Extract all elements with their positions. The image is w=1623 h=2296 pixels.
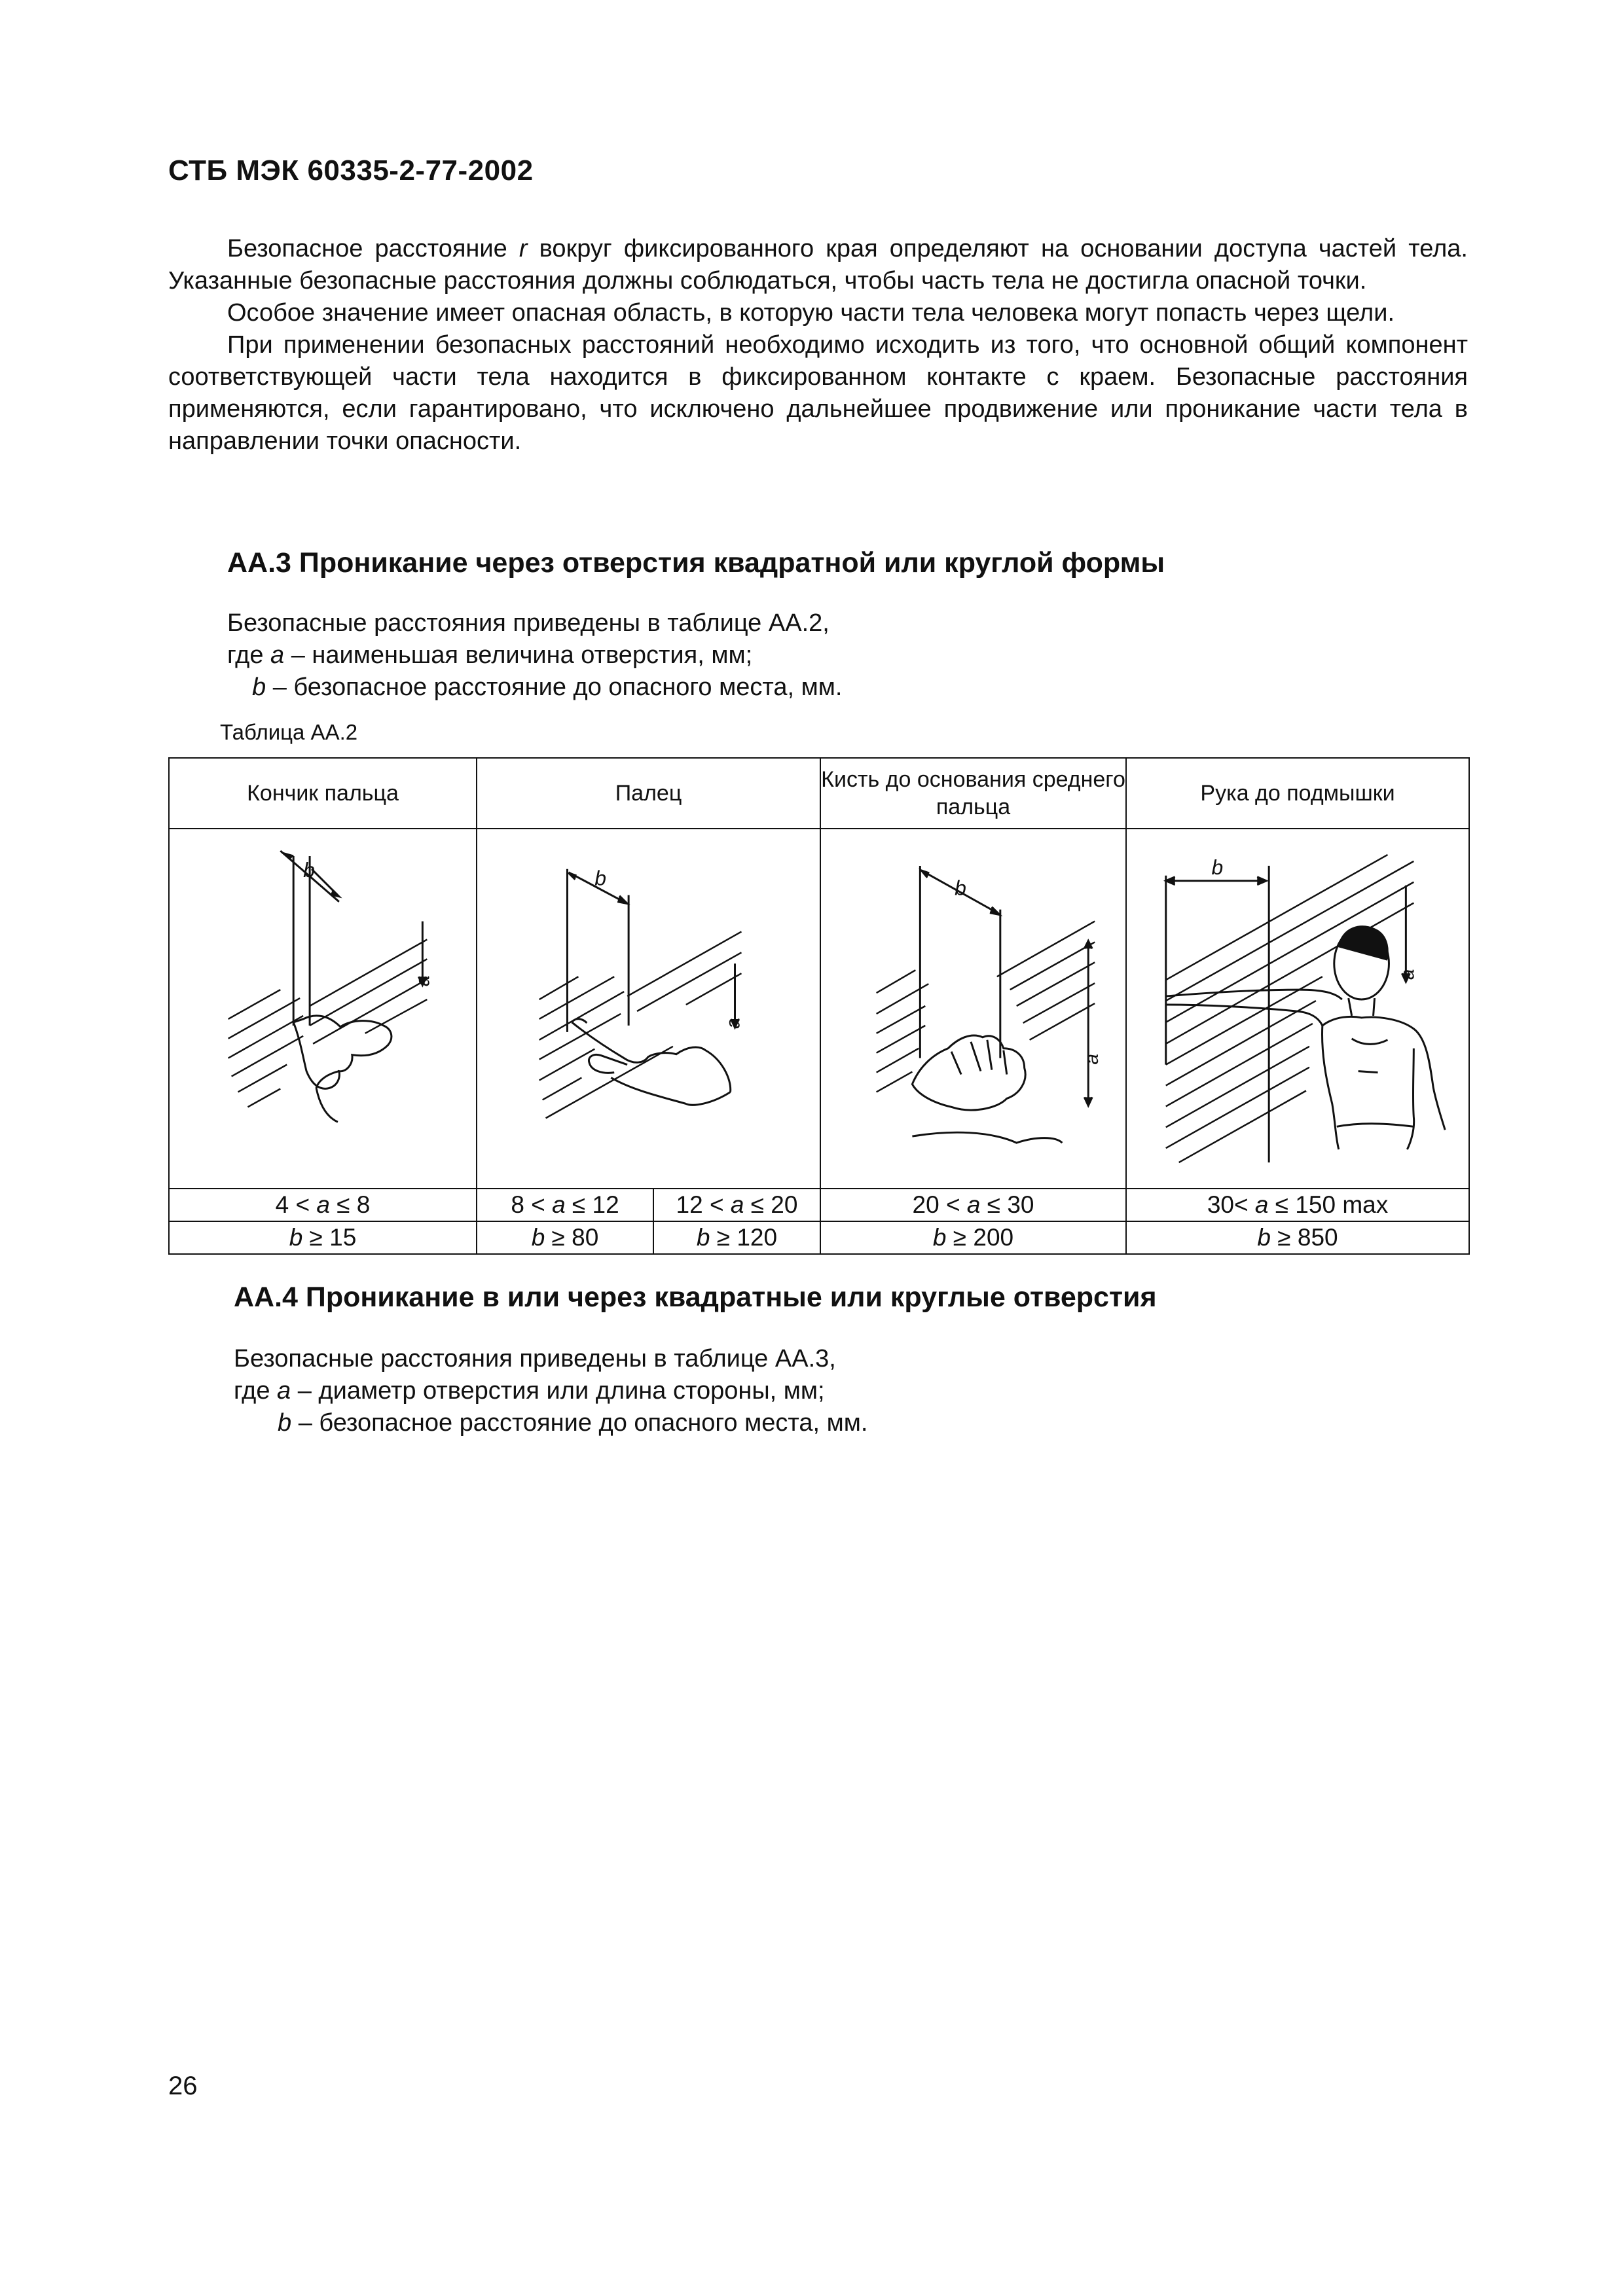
header-finger: Палец — [477, 758, 820, 829]
table-header-row — [169, 758, 1469, 829]
distance-cell-3: b ≥ 120 — [653, 1221, 820, 1254]
paragraph-3: При применении безопасных расстояний необходимо исходить из того, что основной общий компонент соответствующей части тела находится в фиксированном контакте с краем. Безопасные расстояния применяются, если гарантировано, что исключено дальнейшее продвижение или проникание части тела в направлении точки опасности. — [168, 331, 1468, 455]
safety-distance-table — [168, 757, 1470, 1255]
finger-diagram — [477, 829, 820, 1188]
intro-text — [168, 233, 1468, 457]
range-cell-4: 20 < a ≤ 30 — [820, 1189, 1126, 1221]
section-aa3-intro — [227, 607, 842, 704]
section-aa3-title: АА.3 Проникание через отверстия квадратной или круглой формы — [227, 547, 1165, 579]
range-cell-2: 8 < a ≤ 12 — [477, 1189, 653, 1221]
section-aa4-title: АА.4 Проникание в или через квадратные или круглые отверстия — [234, 1282, 1157, 1313]
fig4-label-a: a — [1396, 969, 1419, 980]
arm-diagram — [1127, 829, 1468, 1188]
aa3-line-2: где а – наименьшая величина отверстия, мм; — [227, 641, 753, 669]
fig1-label-a: a — [412, 975, 434, 987]
table-caption: Таблица АА.2 — [220, 720, 358, 744]
header-hand: Кисть до основания среднего пальца — [820, 758, 1126, 829]
section-aa4-intro — [234, 1343, 867, 1439]
fig4-label-b: b — [1211, 855, 1224, 879]
fingertip-diagram — [170, 829, 476, 1188]
range-cell-1: 4 < a ≤ 8 — [169, 1189, 477, 1221]
aa3-line-1: Безопасные расстояния приведены в таблице АА.2, — [227, 609, 830, 637]
figure-finger — [477, 829, 820, 1189]
paragraph-2: Особое значение имеет опасная область, в которую части тела человека могут попасть через щели. — [227, 299, 1395, 327]
table-distance-row — [169, 1221, 1469, 1254]
range-cell-5: 30< a ≤ 150 max — [1126, 1189, 1469, 1221]
aa4-line-3: b – безопасное расстояние до опасного места, мм. — [278, 1409, 868, 1437]
aa3-line-3: b – безопасное расстояние до опасного места, мм. — [252, 673, 843, 701]
fig1-label-b: b — [303, 857, 315, 882]
header-fingertip: Кончик пальца — [169, 758, 477, 829]
distance-cell-1: b ≥ 15 — [169, 1221, 477, 1254]
document-header: СТБ МЭК 60335-2-77-2002 — [168, 154, 534, 187]
hand-diagram — [821, 829, 1125, 1188]
table-range-row — [169, 1189, 1469, 1221]
header-arm: Рука до подмышки — [1126, 758, 1469, 829]
fig2-label-b: b — [594, 866, 607, 890]
fig3-label-a: a — [1081, 1054, 1103, 1065]
aa4-line-2: где а – диаметр отверстия или длина стороны, мм; — [234, 1377, 825, 1405]
distance-cell-4: b ≥ 200 — [820, 1221, 1126, 1254]
paragraph-1: Безопасное расстояние r вокруг фиксированного края определяют на основании доступа частей тела. Указанные безопасные расстояния должны соблюдаться, чтобы часть тела не достигла опасной точки. — [168, 235, 1468, 295]
distance-cell-5: b ≥ 850 — [1126, 1221, 1469, 1254]
page-number: 26 — [168, 2072, 198, 2100]
fig3-label-b: b — [955, 876, 966, 900]
range-cell-3: 12 < a ≤ 20 — [653, 1189, 820, 1221]
figure-arm — [1126, 829, 1469, 1189]
distance-cell-2: b ≥ 80 — [477, 1221, 653, 1254]
fig2-label-a: a — [722, 1018, 744, 1029]
aa4-line-1: Безопасные расстояния приведены в таблице АА.3, — [234, 1345, 836, 1372]
figure-hand — [820, 829, 1126, 1189]
table-figure-row — [169, 829, 1469, 1189]
figure-fingertip — [169, 829, 477, 1189]
